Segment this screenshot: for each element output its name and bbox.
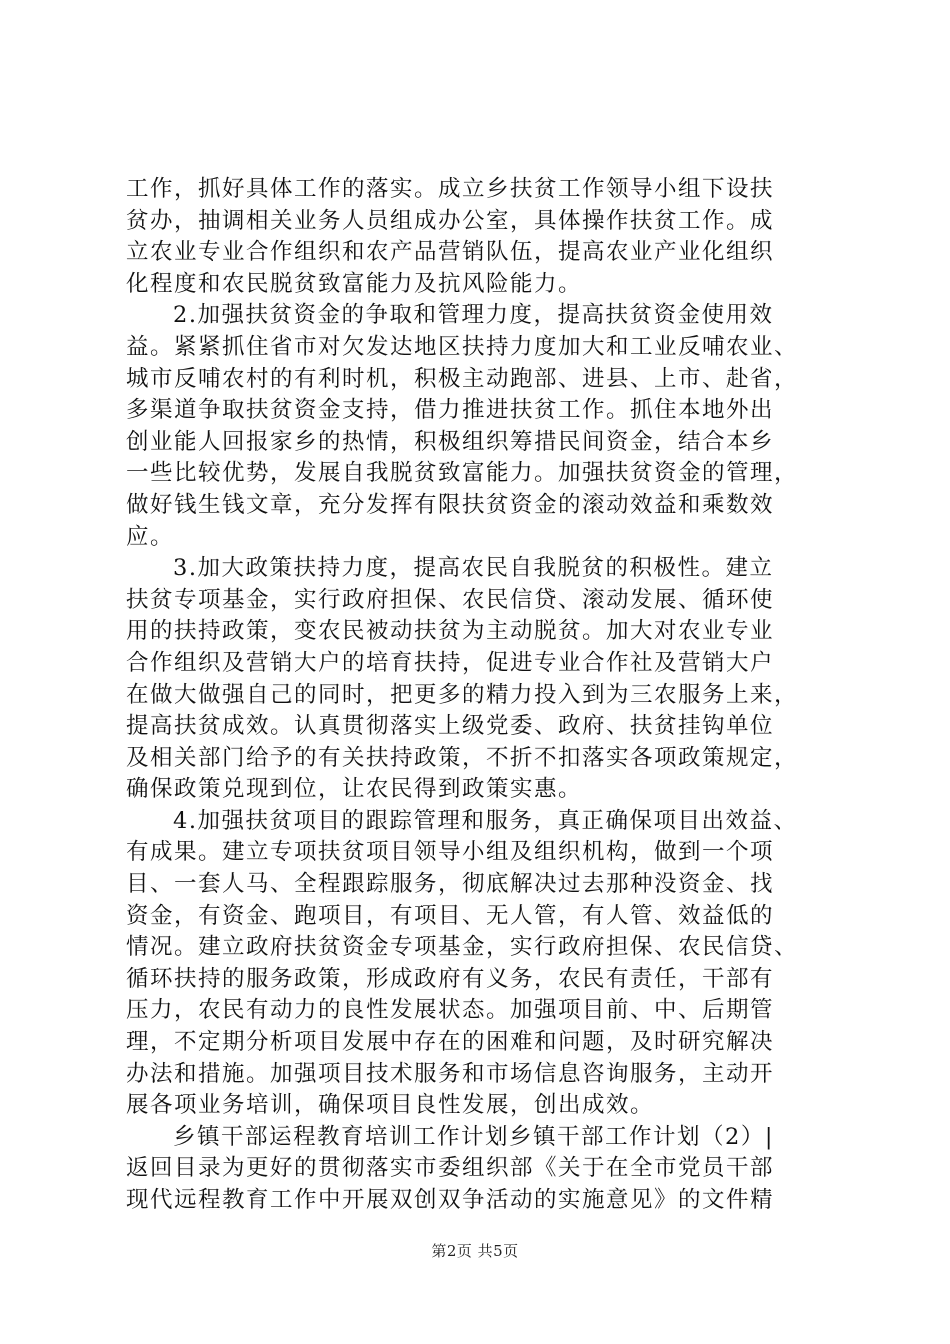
text-line: 乡镇干部运程教育培训工作计划乡镇干部工作计划（2）|: [173, 1123, 774, 1150]
text-line: 城市反哺农村的有利时机，积极主动跑部、进县、上市、赴省，: [126, 365, 799, 392]
text-line: 立农业专业合作组织和农产品营销队伍，提高农业产业化组织: [126, 239, 775, 266]
text-line: 贫办，抽调相关业务人员组成办公室，具体操作扶贫工作。成: [126, 207, 775, 234]
text-line: 用的扶持政策，变农民被动扶贫为主动脱贫。加大对农业专业: [126, 618, 775, 645]
text-line: 返回目录为更好的贯彻落实市委组织部《关于在全市党员干部: [126, 1155, 775, 1182]
text-line: 创业能人回报家乡的热情，积极组织筹措民间资金，结合本乡: [126, 428, 775, 455]
text-line: 现代远程教育工作中开展双创双争活动的实施意见》的文件精: [126, 1187, 775, 1213]
text-line: 一些比较优势，发展自我脱贫致富能力。加强扶贫资金的管理，: [126, 460, 799, 487]
text-line: 压力，农民有动力的良性发展状态。加强项目前、中、后期管: [126, 997, 775, 1024]
text-line: 2.加强扶贫资金的争取和管理力度，提高扶贫资金使用效: [173, 302, 774, 329]
text-line: 工作，抓好具体工作的落实。成立乡扶贫工作领导小组下设扶: [126, 176, 775, 202]
text-line: 合作组织及营销大户的培育扶持，促进专业合作社及营销大户: [126, 649, 775, 676]
text-line: 资金，有资金、跑项目，有项目、无人管，有人管、效益低的: [126, 902, 775, 929]
document-body: [126, 174, 836, 1217]
text-line: 办法和措施。加强项目技术服务和市场信息咨询服务，主动开: [126, 1060, 775, 1087]
text-line: 在做大做强自己的同时，把更多的精力投入到为三农服务上来，: [126, 681, 799, 708]
text-line: 提高扶贫成效。认真贯彻落实上级党委、政府、扶贫挂钩单位: [126, 713, 775, 740]
text-line: 化程度和农民脱贫致富能力及抗风险能力。: [126, 270, 583, 297]
text-line: 情况。建立政府扶贫资金专项基金，实行政府担保、农民信贷、: [126, 934, 799, 961]
text-line: 目、一套人马、全程跟踪服务，彻底解决过去那种没资金、找: [126, 871, 775, 898]
text-line: 4.加强扶贫项目的跟踪管理和服务，真正确保项目出效益、: [173, 807, 798, 834]
text-line: 益。紧紧抓住省市对欠发达地区扶持力度加大和工业反哺农业、: [126, 333, 799, 360]
text-line: 理，不定期分析项目发展中存在的困难和问题，及时研究解决: [126, 1029, 775, 1056]
text-line: 3.加大政策扶持力度，提高农民自我脱贫的积极性。建立: [173, 555, 774, 582]
text-line: 有成果。建立专项扶贫项目领导小组及组织机构，做到一个项: [126, 839, 775, 866]
text-line: 应。: [126, 523, 175, 550]
text-line: 循环扶持的服务政策，形成政府有义务，农民有责任，干部有: [126, 965, 775, 992]
text-line: 展各项业务培训，确保项目良性发展，创出成效。: [126, 1092, 655, 1119]
page-footer: 第2页 共5页: [431, 1242, 519, 1260]
text-line: 及相关部门给予的有关扶持政策，不折不扣落实各项政策规定，: [126, 744, 799, 771]
text-line: 做好钱生钱文章，充分发挥有限扶贫资金的滚动效益和乘数效: [126, 491, 775, 518]
text-line: 扶贫专项基金，实行政府担保、农民信贷、滚动发展、循环使: [126, 586, 775, 613]
text-line: 多渠道争取扶贫资金支持，借力推进扶贫工作。抓住本地外出: [126, 397, 775, 424]
text-line: 确保政策兑现到位，让农民得到政策实惠。: [126, 776, 583, 803]
